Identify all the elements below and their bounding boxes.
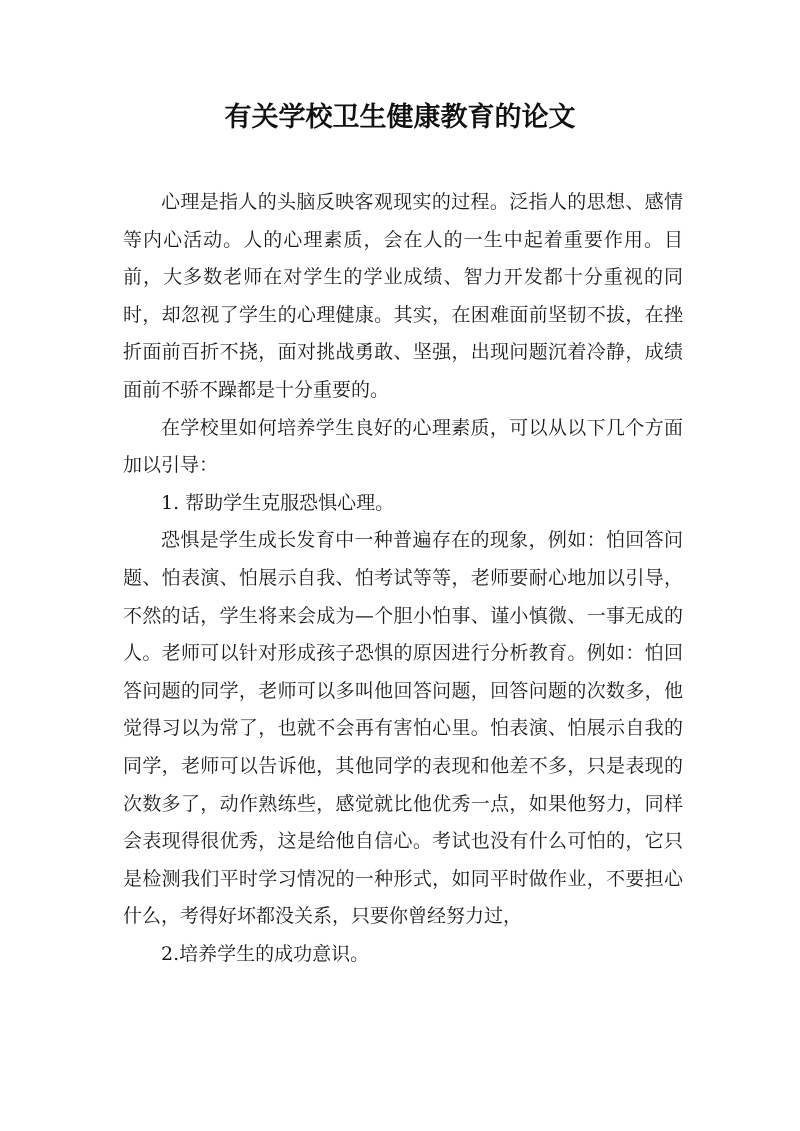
numbered-heading-2: 2.培养学生的成功意识。 <box>161 942 370 965</box>
document-body <box>123 184 683 973</box>
numbered-heading-1: 1. 帮助学生克服恐惧心理。 <box>161 491 395 514</box>
paragraph-fear: 恐惧是学生成长发育中一种普遍存在的现象，例如：怕回答问题、怕表演、怕展示自我、怕考试等等，老师要耐心地加以引导，不然的话，学生将来会成为—个胆小怕事、谨小慎微、一事无成的人。老师可以针对形成孩子恐惧的原因进行分析教育。例如：怕回答问题的同学，老师可以多叫他回答问题，回答问题的次数多，他觉得习以为常了，也就不会再有害怕心里。怕表演、怕展示自我的同学，老师可以告诉他，其他同学的表现和他差不多，只是表现的次数多了，动作熟练些，感觉就比他优秀一点，如果他努力，同样会表现得很优秀，这是给他自信心。考试也没有什么可怕的，它只是检测我们平时学习情况的一种形式，如同平时做作业，不要担心什么，考得好坏都没关系，只要你曾经努力过， <box>123 529 683 928</box>
paragraph-method-lead: 在学校里如何培养学生良好的心理素质，可以从以下几个方面加以引导： <box>123 416 683 477</box>
paragraph-intro: 心理是指人的头脑反映客观现实的过程。泛指人的思想、感情等内心活动。人的心理素质，会在人的一生中起着重要作用。目前，大多数老师在对学生的学业成绩、智力开发都十分重视的同时，却忽视了学生的心理健康。其实，在困难面前坚韧不拔，在挫折面前百折不挠，面对挑战勇敢、坚强，出现问题沉着冷静，成绩面前不骄不躁都是十分重要的。 <box>123 191 683 401</box>
document-title: 有关学校卫生健康教育的论文 <box>224 102 576 133</box>
